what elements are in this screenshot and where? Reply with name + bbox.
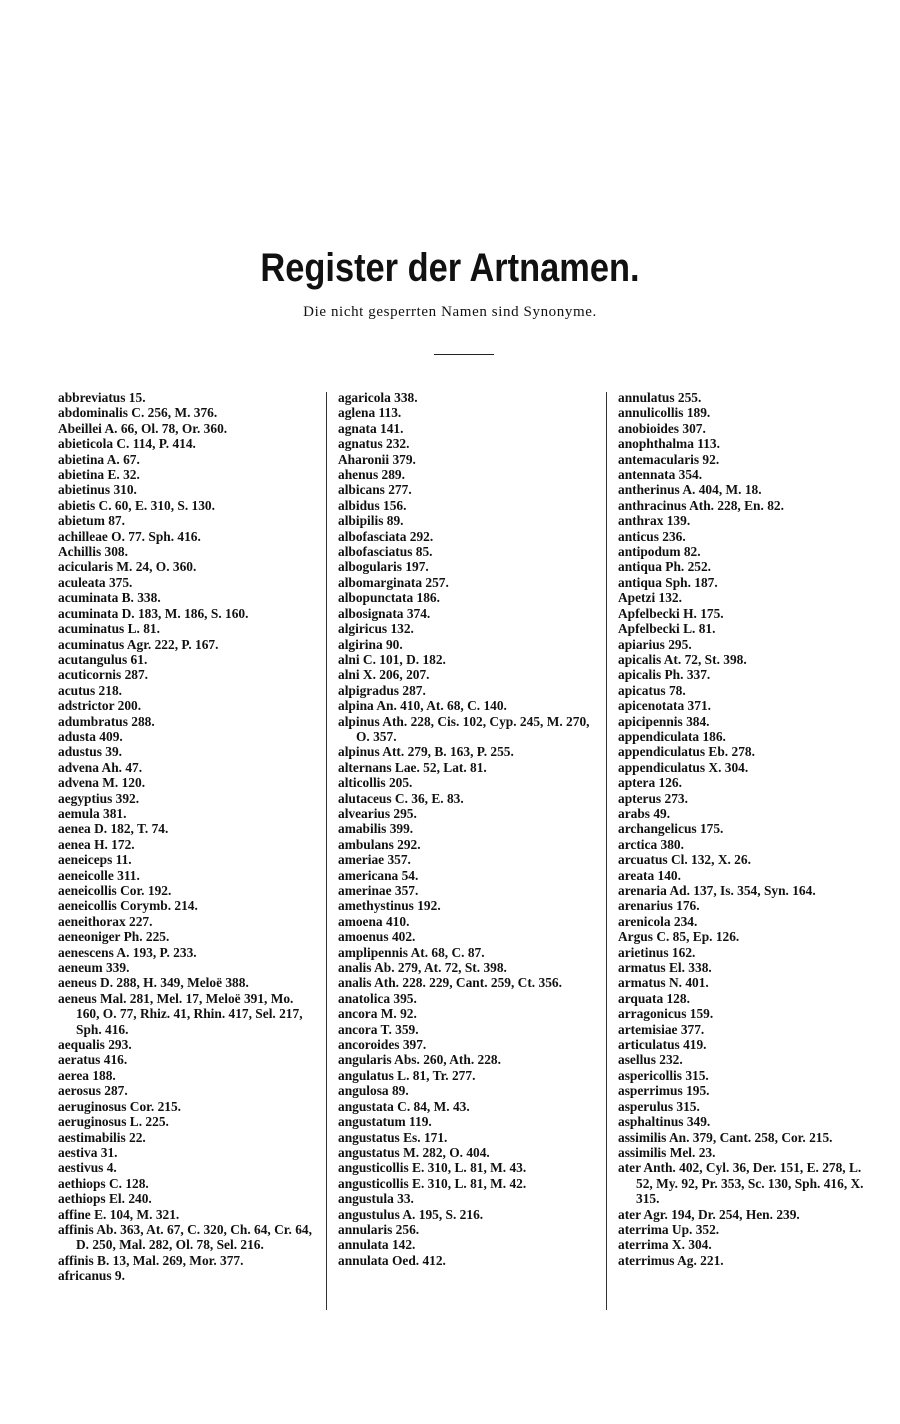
index-entry: aeneus D. 288, H. 349, Meloë 388. xyxy=(58,975,249,991)
index-entry: advena M. 120. xyxy=(58,775,146,791)
index-entry: adustus 39. xyxy=(58,744,123,760)
index-entry: assimilis Mel. 23. xyxy=(618,1144,716,1160)
page-title: Register der Artnamen. xyxy=(260,246,640,290)
index-entry: apiarius 295. xyxy=(618,636,692,652)
index-entry: anthrax 139. xyxy=(618,513,691,529)
index-entry: aeneicollis Cor. 192. xyxy=(58,883,172,898)
index-entry: asperulus 315. xyxy=(618,1098,700,1114)
index-entry: aspericollis 315. xyxy=(618,1067,709,1083)
index-entry: analis Ab. 279, At. 72, St. 398. xyxy=(338,960,507,976)
index-entry: albosignata 374. xyxy=(338,605,431,621)
index-entry: ancoroides 397. xyxy=(338,1037,427,1053)
index-entry: albogularis 197. xyxy=(338,559,429,575)
index-entry: anobioides 307. xyxy=(618,420,706,436)
index-entry: arietinus 162. xyxy=(618,944,696,960)
index-entry: africanus 9. xyxy=(58,1268,125,1284)
index-entry: adstrictor 200. xyxy=(58,698,142,714)
index-entry: advena Ah. 47. xyxy=(58,759,143,775)
index-entry: artemisiae 377. xyxy=(618,1021,705,1037)
index-entry: arcuatus Cl. 132, X. 26. xyxy=(618,852,751,868)
index-entry: algiricus 132. xyxy=(338,621,414,637)
index-column-1 xyxy=(58,390,320,1284)
index-entry: angustatus Es. 171. xyxy=(338,1129,448,1145)
index-entry: annulicollis 189. xyxy=(618,405,711,421)
index-entry: antipodum 82. xyxy=(618,544,701,560)
index-entry: armatus N. 401. xyxy=(618,975,709,991)
index-entry: amerinae 357. xyxy=(338,883,419,898)
index-entry: apicenotata 371. xyxy=(618,698,711,714)
index-entry: acuminata B. 338. xyxy=(58,590,161,606)
index-entry: aeneiceps 11. xyxy=(58,852,132,868)
index-entry: archangelicus 175. xyxy=(618,821,724,837)
index-entry: adusta 409. xyxy=(58,728,123,744)
index-entry: affinis B. 13, Mal. 269, Mor. 377. xyxy=(58,1252,244,1268)
index-entry: alni C. 101, D. 182. xyxy=(338,651,446,667)
index-entry: aerosus 287. xyxy=(58,1083,128,1099)
index-entry: aterrima Up. 352. xyxy=(618,1221,720,1237)
index-entry: amplipennis At. 68, C. 87. xyxy=(338,944,485,960)
index-entry: acuminatus Agr. 222, P. 167. xyxy=(58,636,219,652)
index-entry: anatolica 395. xyxy=(338,990,417,1006)
index-entry: Aharonii 379. xyxy=(338,451,416,467)
index-entry: arabs 49. xyxy=(618,805,671,821)
index-entry: aethiops C. 128. xyxy=(58,1175,149,1191)
index-entry: annulatus 255. xyxy=(618,390,702,405)
index-entry: alpinus Att. 279, B. 163, P. 255. xyxy=(338,744,514,760)
index-entry: articulatus 419. xyxy=(618,1037,707,1053)
index-entry: abdominalis C. 256, M. 376. xyxy=(58,405,218,421)
index-entry: albidus 156. xyxy=(338,497,407,513)
index-entry: abietum 87. xyxy=(58,513,125,529)
index-entry: ater Anth. 402, Cyl. 36, Der. 151, E. 278, L. 52, My. 92, Pr. 353, Sc. 130, Sph. 416, X. 315. xyxy=(618,1160,864,1207)
index-entry: albofasciatus 85. xyxy=(338,544,433,560)
index-entry: acutus 218. xyxy=(58,682,122,698)
index-column-2 xyxy=(338,390,600,1268)
index-entry: ameriae 357. xyxy=(338,852,411,868)
index-entry: areata 140. xyxy=(618,867,681,883)
index-entry: aeruginosus Cor. 215. xyxy=(58,1098,182,1114)
index-entry: ahenus 289. xyxy=(338,467,405,483)
index-entry: acutangulus 61. xyxy=(58,651,148,667)
index-entry: ancora M. 92. xyxy=(338,1006,417,1022)
index-entry: arctica 380. xyxy=(618,836,684,852)
index-entry: arenarius 176. xyxy=(618,898,700,914)
index-entry: Apfelbecki L. 81. xyxy=(618,621,716,637)
index-entry: Apetzi 132. xyxy=(618,590,682,606)
index-entry: adumbratus 288. xyxy=(58,713,155,729)
index-entry: aeneicolle 311. xyxy=(58,867,140,883)
index-entry: apterus 273. xyxy=(618,790,688,806)
index-entry: abietina A. 67. xyxy=(58,451,140,467)
index-entry: algirina 90. xyxy=(338,636,403,652)
index-entry: amoenus 402. xyxy=(338,929,416,945)
index-entry: angustatus M. 282, O. 404. xyxy=(338,1144,490,1160)
column-separator xyxy=(606,392,607,1310)
index-entry: aterrimus Ag. 221. xyxy=(618,1252,724,1268)
index-entry: Abeillei A. 66, Ol. 78, Or. 360. xyxy=(58,420,228,436)
index-entry: abietinus 310. xyxy=(58,482,137,498)
index-entry: aterrima X. 304. xyxy=(618,1237,712,1253)
index-entry: appendiculata 186. xyxy=(618,728,726,744)
index-entry: albopunctata 186. xyxy=(338,590,440,606)
index-entry: acicularis M. 24, O. 360. xyxy=(58,559,197,575)
index-entry: apicalis At. 72, St. 398. xyxy=(618,651,747,667)
index-entry: aenea D. 182, T. 74. xyxy=(58,821,169,837)
index-entry: Argus C. 85, Ep. 126. xyxy=(618,929,740,945)
index-entry: angusticollis E. 310, L. 81, M. 42. xyxy=(338,1175,527,1191)
index-entry: aenea H. 172. xyxy=(58,836,135,852)
index-entry: alternans Lae. 52, Lat. 81. xyxy=(338,759,487,775)
index-entry: aeneicollis Corymb. 214. xyxy=(58,898,198,914)
index-entry: antennata 354. xyxy=(618,467,703,483)
index-entry: alticollis 205. xyxy=(338,775,413,791)
index-entry: amabilis 399. xyxy=(338,821,414,837)
index-entry: alni X. 206, 207. xyxy=(338,667,430,683)
index-entry: aequalis 293. xyxy=(58,1037,132,1053)
index-entry: alvearius 295. xyxy=(338,805,417,821)
index-entry: agnatus 232. xyxy=(338,436,410,452)
index-entry: aeruginosus L. 225. xyxy=(58,1114,169,1130)
index-entry: alutaceus C. 36, E. 83. xyxy=(338,790,464,806)
index-entry: amoena 410. xyxy=(338,913,410,929)
index-entry: aculeata 375. xyxy=(58,574,133,590)
index-entry: agaricola 338. xyxy=(338,390,418,405)
index-entry: aemula 381. xyxy=(58,805,127,821)
index-entry: aerea 188. xyxy=(58,1067,116,1083)
index-entry: anophthalma 113. xyxy=(618,436,720,452)
index-entry: alpinus Ath. 228, Cis. 102, Cyp. 245, M. 270, O. 357. xyxy=(338,713,590,744)
index-entry: aenescens A. 193, P. 233. xyxy=(58,944,197,960)
index-entry: Achillis 308. xyxy=(58,544,128,560)
index-entry: aeneus Mal. 281, Mel. 17, Meloë 391, Mo. 160, O. 77, Rhiz. 41, Rhin. 417, Sel. 217, Sph. 416. xyxy=(58,990,303,1037)
index-entry: abbreviatus 15. xyxy=(58,390,146,405)
index-entry: angustata C. 84, M. 43. xyxy=(338,1098,470,1114)
index-entry: abieticola C. 114, P. 414. xyxy=(58,436,196,452)
index-entry: albipilis 89. xyxy=(338,513,404,529)
index-entry: arquata 128. xyxy=(618,990,690,1006)
index-entry: ambulans 292. xyxy=(338,836,421,852)
index-entry: aeratus 416. xyxy=(58,1052,128,1068)
index-entry: antiqua Ph. 252. xyxy=(618,559,712,575)
index-entry: alpigradus 287. xyxy=(338,682,426,698)
index-entry: arragonicus 159. xyxy=(618,1006,714,1022)
index-entry: acuminata D. 183, M. 186, S. 160. xyxy=(58,605,249,621)
index-entry: annularis 256. xyxy=(338,1221,420,1237)
index-entry: ancora T. 359. xyxy=(338,1021,419,1037)
index-entry: angusticollis E. 310, L. 81, M. 43. xyxy=(338,1160,527,1176)
index-entry: acuticornis 287. xyxy=(58,667,149,683)
index-entry: aeneithorax 227. xyxy=(58,913,153,929)
index-entry: angustatum 119. xyxy=(338,1114,432,1130)
page-subtitle: Die nicht gesperrten Namen sind Synonyme. xyxy=(303,304,597,320)
index-column-3 xyxy=(618,390,880,1268)
index-entry: aptera 126. xyxy=(618,775,682,791)
index-entry: aestivus 4. xyxy=(58,1160,117,1176)
index-entry: arenaria Ad. 137, Is. 354, Syn. 164. xyxy=(618,883,816,898)
index-entry: albomarginata 257. xyxy=(338,574,449,590)
index-entry: asphaltinus 349. xyxy=(618,1114,711,1130)
index-entry: abietis C. 60, E. 310, S. 130. xyxy=(58,497,215,513)
index-entry: alpina An. 410, At. 68, C. 140. xyxy=(338,698,507,714)
index-entry: Apfelbecki H. 175. xyxy=(618,605,724,621)
index-entry: albofasciata 292. xyxy=(338,528,434,544)
index-entry: assimilis An. 379, Cant. 258, Cor. 215. xyxy=(618,1129,833,1145)
index-entry: appendiculatus X. 304. xyxy=(618,759,749,775)
index-entry: apicalis Ph. 337. xyxy=(618,667,711,683)
index-entry: americana 54. xyxy=(338,867,419,883)
index-entry: angularis Abs. 260, Ath. 228. xyxy=(338,1052,501,1068)
index-entry: annulata 142. xyxy=(338,1237,416,1253)
index-entry: annulata Oed. 412. xyxy=(338,1252,446,1268)
index-entry: analis Ath. 228. 229, Cant. 259, Ct. 356. xyxy=(338,975,562,991)
index-entry: aglena 113. xyxy=(338,405,402,421)
index-entry: amethystinus 192. xyxy=(338,898,441,914)
index-entry: angustulus A. 195, S. 216. xyxy=(338,1206,484,1222)
index-entry: agnata 141. xyxy=(338,420,404,436)
index-entry: arenicola 234. xyxy=(618,913,698,929)
index-entry: anticus 236. xyxy=(618,528,686,544)
index-entry: affine E. 104, M. 321. xyxy=(58,1206,180,1222)
index-entry: appendiculatus Eb. 278. xyxy=(618,744,755,760)
index-entry: apicipennis 384. xyxy=(618,713,710,729)
index-entry: aestimabilis 22. xyxy=(58,1129,146,1145)
index-entry: albicans 277. xyxy=(338,482,412,498)
index-entry: asellus 232. xyxy=(618,1052,683,1068)
index-entry: aegyptius 392. xyxy=(58,790,140,806)
index-entry: apicatus 78. xyxy=(618,682,686,698)
index-entry: antemacularis 92. xyxy=(618,451,720,467)
index-entry: anthracinus Ath. 228, En. 82. xyxy=(618,497,784,513)
index-entry: angulatus L. 81, Tr. 277. xyxy=(338,1067,476,1083)
index-entry: ater Agr. 194, Dr. 254, Hen. 239. xyxy=(618,1206,800,1222)
index-entry: antherinus A. 404, M. 18. xyxy=(618,482,762,498)
title-divider xyxy=(434,354,494,355)
index-entry: acuminatus L. 81. xyxy=(58,621,160,637)
index-entry: aeneoniger Ph. 225. xyxy=(58,929,170,945)
index-entry: antiqua Sph. 187. xyxy=(618,574,718,590)
index-entry: abietina E. 32. xyxy=(58,467,140,483)
index-entry: aestiva 31. xyxy=(58,1144,118,1160)
index-entry: angustula 33. xyxy=(338,1191,414,1207)
column-separator xyxy=(326,392,327,1310)
index-entry: armatus El. 338. xyxy=(618,960,712,976)
index-entry: asperrimus 195. xyxy=(618,1083,710,1099)
index-entry: affinis Ab. 363, At. 67, C. 320, Ch. 64, Cr. 64, D. 250, Mal. 282, Ol. 78, Sel. 216. xyxy=(58,1221,312,1253)
index-entry: angulosa 89. xyxy=(338,1083,409,1099)
index-entry: aeneum 339. xyxy=(58,960,130,976)
index-entry: aethiops El. 240. xyxy=(58,1191,152,1207)
index-entry: achilleae O. 77. Sph. 416. xyxy=(58,528,201,544)
